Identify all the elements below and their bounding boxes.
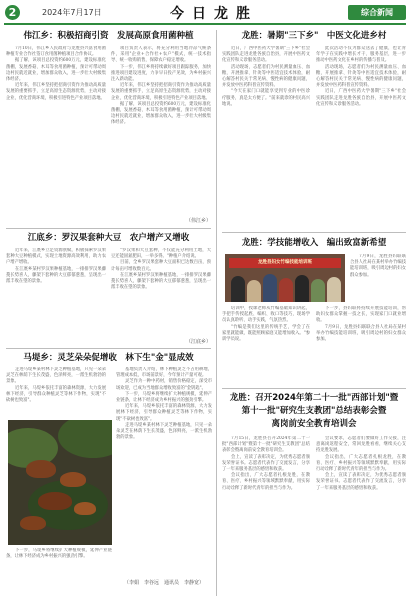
article-bamboo	[222, 237, 406, 249]
article-body: 近日，广西中医药大学暑期"三下乡"社会实践团队走进龙胜各族自治县，开展中医药文化宣传和义诊服务活动。 活动现场，志愿者们为村民测量血压、血糖，开展推拿、针灸等中医适宜技术体验，耐心解答村民关于常见病、慢性病的健康问题，并发放中医药科普宣传资料。 "今天在家门口就能享受到专业的中医诊疗服务，真是太方便了。"前来就诊的村民高兴地说。	[222, 46, 310, 107]
issue-date: 2024年7月17日	[42, 8, 102, 17]
headline: 马堤乡：灵芝朵朵促增收 林下生"金"显成效	[23, 353, 194, 363]
photo-banner-text: 龙胜县妇女竹编技能培训班	[229, 258, 341, 268]
article-body: 走进马堤乡某村林下灵芝种植基地，只见一朵朵灵芝在林荫下生长茂盛，色泽鲜亮，一派生机勃勃的景象。 近年来，马堤乡依托丰富的森林资源，大力发展林下经济，引导群众种植灵芝等林下作物，实现"不砍树也致富"。	[6, 367, 106, 404]
paper-title: 今日龙胜	[170, 6, 258, 22]
headline: 龙胜：学技能增收入 编出致富新希望	[241, 238, 387, 248]
article-madi	[6, 352, 211, 364]
article-volunteers	[222, 392, 406, 431]
article-weijiang	[6, 30, 211, 42]
ganoderma-photo	[8, 420, 112, 545]
headline: 龙胜：召开2024年第二十一批"西部计划"暨 第十一批"研究生支教团"总结表彰会暨 离岗前安全教育培训会	[229, 393, 399, 429]
photo-credit: （李娟 李谷远 通讯员 李静宽）	[123, 580, 204, 586]
headline: 伟江乡：积极招商引资 发展高原食用菌种植	[23, 31, 194, 41]
article-body-tail: 下一步，马堤乡将继续扩大种植规模，延伸产业链条，让林下经济成为乡村振兴的强劲引擎。	[6, 548, 112, 560]
training-photo	[225, 254, 345, 302]
article-jiangdi	[6, 232, 211, 244]
page-number: 2	[5, 5, 20, 20]
article-body-cont: "罗汉果和大豆套种，不仅能充分利用土地，大豆还能固氮肥田，一举多得。"种植户介绍说。 目前，全乡罗汉果套种大豆面积已达数百亩，预计每亩可增收数百元。 在江底乡某村罗汉果种植基地，一排排罗汉果藤蔓长势喜人，藤架下套种的大豆郁郁葱葱，呈现出一派丰收在望的景象。	[111, 248, 211, 291]
headline: 龙胜：暑期"三下乡" 中医文化进乡村	[241, 31, 387, 41]
article-body-side: 7月9日，龙胜县妇联联合县人社局在某村举办竹编技能培训班，吸引周边村的妇女群众参加。	[350, 254, 406, 278]
article-body-cont: 项目负责人表示，将充分利用当地冷凉气候条件，采用"企业+合作社+农户"模式，统一技术指导、统一收购销售，保障农户稳定增收。 下一步，伟江乡将持续做好项目跟踪服务，加快推进项目建设进度，力争早日投产见效，为乡村振兴注入新动能。 近年来，伟江乡坚持把招商引资作为推动高质量发展的重要抓手，立足高原生态资源优势，主动对接企业，优化营商环境，积极引进特色产业项目落地。 据了解，该项目总投资约600万元，建设标准化菌棚，发展香菇、木耳等食用菌种植，预计可带动周边村民就近就业，增加群众收入，进一步壮大村级集体经济。	[111, 46, 211, 126]
article-body-cont: 会议要求，志愿者们要做好工作交接，注意离岗返程安全，常回龙胜看看，继续关心支持龙胜发展。 会议指出，广大志愿者扎根龙胜，在教育、医疗、乡村振兴等领域默默奉献，用实际行动诠释了新时代青年的担当与作为。 会上，宣读了表彰决定，为优秀志愿者颁发荣誉证书。志愿者代表作了交流发言，分享了一年来服务基层的感悟和收获。	[316, 436, 406, 491]
article-body-cont: 基地负责人介绍，林下种植灵芝不占用耕地，管理成本低，市场前景好，今年预计产量可观。 灵芝作为一种中药材，销售价格稳定，深受市场欢迎，已成为当地群众增收致富的"金钥匙"。 下一步，马堤乡将继续扩大种植规模，延伸产业链条，让林下经济成为乡村振兴的强劲引擎。 近年来，马堤乡依托丰富的森林资源，大力发展林下经济，引导群众种植灵芝等林下作物，实现"不砍树也致富"。 走进马堤乡某村林下灵芝种植基地，只见一朵朵灵芝在林荫下生长茂盛，色泽鲜亮，一派生机勃勃的景象。	[116, 367, 212, 441]
article-body-cont: 下一步，县妇联将持续开展技能培训，帮助妇女群众掌握一技之长，实现家门口就业增收。 7月9日，龙胜县妇联联合县人社局在某村举办竹编技能培训班，吸引周边村的妇女群众参加。	[316, 306, 406, 343]
article-body: 7月15日，龙胜县召开2024年第二十一批"西部计划"暨第十一批"研究生支教团"总结表彰会暨离岗前安全教育培训会。 会上，宣读了表彰决定，为优秀志愿者颁发荣誉证书。志愿者代表作了交流发言，分享了一年来服务基层的感悟和收获。 会议指出，广大志愿者扎根龙胜，在教育、医疗、乡村振兴等领域默默奉献，用实际行动诠释了新时代青年的担当与作为。	[222, 436, 310, 491]
masthead-rule	[4, 23, 406, 25]
section-badge: 综合新闻	[348, 5, 406, 20]
article-body: 7月10日，伟江乡人民政府与龙胜县兴富食用菌种植专业合作社签订食用菌种植项目合作协议。 据了解，该项目总投资约600万元，建设标准化菌棚，发展香菇、木耳等食用菌种植，预计可带动周边村民就近就业，增加群众收入，进一步壮大村级集体经济。 近年来，伟江乡坚持把招商引资作为推动高质量发展的重要抓手，立足高原生态资源优势，主动对接企业，优化营商环境，积极引进特色产业项目落地。	[6, 46, 106, 101]
article-body-cont: 此次活动不仅为群众送去了健康，也让青年学子在实践中增长才干、服务基层，进一步推动中医药文化在乡村的传播与普及。 活动现场，志愿者们为村民测量血压、血糖，开展推拿、针灸等中医适宜技术体验，耐心解答村民关于常见病、慢性病的健康问题，并发放中医药科普宣传资料。 近日，广西中医药大学暑期"三下乡"社会实践团队走进龙胜各族自治县，开展中医药文化宣传和义诊服务活动。	[316, 46, 406, 107]
article-tcm	[222, 30, 406, 42]
headline: 江底乡：罗汉果套种大豆 农户增产又增收	[27, 233, 190, 243]
byline: （江底乡）	[185, 339, 211, 345]
article-body: 培训中，授课老师从竹编基础知识讲起，手把手传授起底、编织、收口等技巧，现场学员认真聆听、动手实践，气氛热烈。 "竹编是我们这里的传统手艺，学会了在家里就能做，既能照顾家庭又能增加收入。"参训学员说。	[222, 306, 310, 343]
article-body: 近年来，江底乡立足资源禀赋，积极探索罗汉果套种大豆种植模式，实现土地资源高效利用，助力农户增产增收。 在江底乡某村罗汉果种植基地，一排排罗汉果藤蔓长势喜人，藤架下套种的大豆郁郁葱葱，呈现出一派丰收在望的景象。	[6, 248, 106, 285]
masthead	[0, 0, 410, 26]
byline: （伟江乡）	[185, 218, 211, 224]
